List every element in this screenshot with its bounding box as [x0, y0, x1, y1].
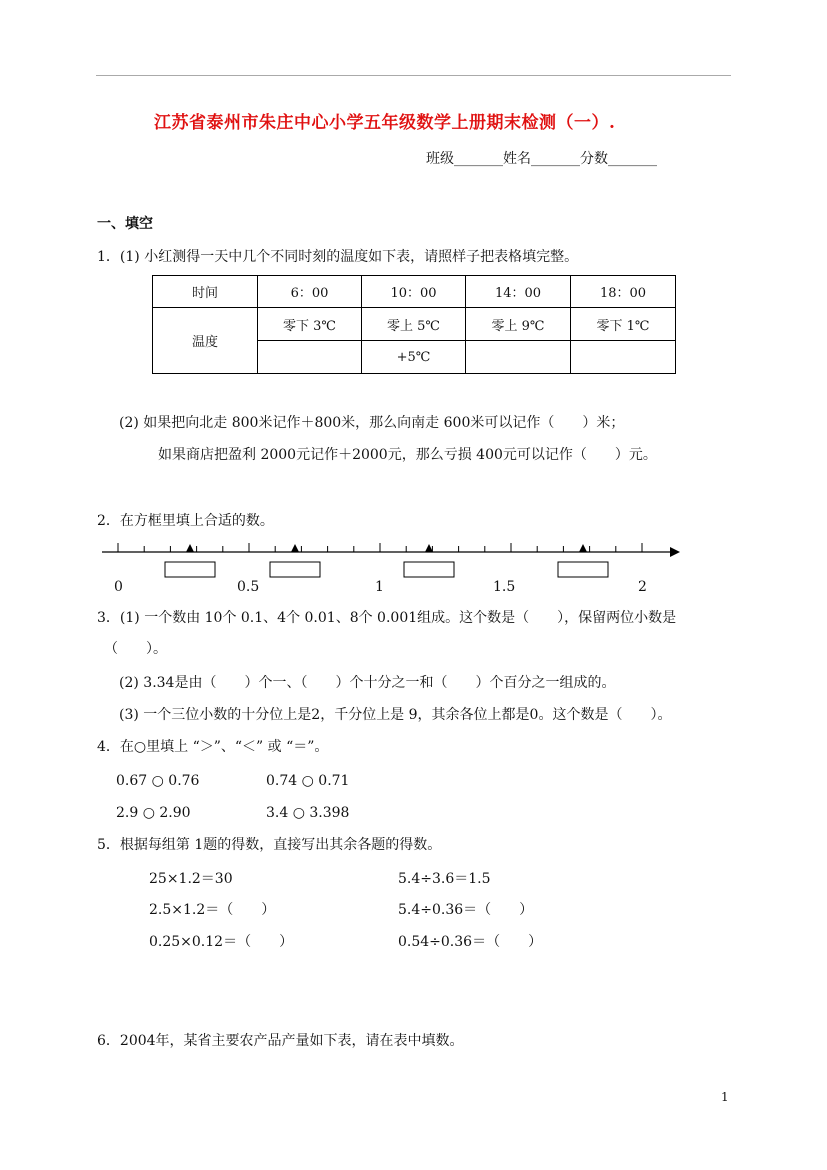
number-line-label: 0 — [114, 579, 123, 595]
temperature-table — [152, 275, 676, 374]
table-time-cell: 10：00 — [362, 276, 466, 308]
question-5-text: 5．根据每组第 1题的得数，直接写出其余各题的得数。 — [97, 837, 442, 853]
table-time-cell: 6：00 — [258, 276, 362, 308]
compare-item: 0.67 ○ 0.76 — [116, 773, 200, 789]
number-line-label: 0.5 — [237, 579, 260, 595]
question-1-part2-line2: 如果商店把盈利 2000元记作＋2000元，那么亏损 400元可以记作（ ）元。 — [158, 447, 657, 463]
table-answer-cell[interactable] — [466, 341, 571, 374]
calc-item: 5.4÷0.36＝（ ） — [398, 902, 534, 918]
question-6-text: 6．2004年，某省主要农产品产量如下表，请在表中填数。 — [97, 1033, 464, 1049]
question-4-text: 4．在○里填上 “＞”、“＜” 或 “＝”。 — [97, 739, 329, 755]
question-3-line3: (2) 3.34是由（ ）个一、（ ）个十分之一和（ ）个百分之一组成的。 — [119, 675, 616, 691]
number-line — [98, 538, 688, 598]
question-3-line4: (3) 一个三位小数的十分位上是2，千分位上是 9，其余各位上都是0。这个数是（ ）。 — [119, 707, 672, 723]
question-2-text: 2．在方框里填上合适的数。 — [97, 513, 274, 529]
calc-item: 25×1.2＝30 — [149, 871, 233, 887]
table-temp-cell: 零下 1℃ — [571, 308, 676, 341]
calc-item: 0.54÷0.36＝（ ） — [398, 934, 543, 950]
header-rule — [96, 75, 731, 76]
number-line-arrow — [670, 547, 680, 557]
page-title: 江苏省泰州市朱庄中心小学五年级数学上册期末检测（一）. — [154, 113, 616, 133]
table-time-cell: 18：00 — [571, 276, 676, 308]
question-3-line1: 3．(1) 一个数由 10个 0.1、4个 0.01、8个 0.001组成。这个数是（ ），保留两位小数是 — [97, 610, 677, 626]
table-answer-cell[interactable]: +5℃ — [362, 341, 466, 374]
position-marker — [291, 544, 299, 552]
page-number: 1 — [721, 1090, 729, 1104]
position-marker — [579, 544, 587, 552]
table-answer-cell[interactable] — [258, 341, 362, 374]
position-marker — [425, 544, 433, 552]
question-1-part2-line1: (2) 如果把向北走 800米记作＋800米，那么向南走 600米可以记作（ ）米； — [119, 415, 625, 431]
calc-item: 2.5×1.2＝（ ） — [149, 902, 276, 918]
position-marker — [186, 544, 194, 552]
table-row-label: 温度 — [153, 308, 258, 374]
answer-box[interactable] — [165, 562, 215, 577]
table-temp-cell: 零上 9℃ — [466, 308, 571, 341]
table-answer-cell[interactable] — [571, 341, 676, 374]
number-line-label: 1 — [375, 579, 384, 595]
table-header-label: 时间 — [153, 276, 258, 308]
question-3-line2: （ ）。 — [104, 641, 167, 657]
section-heading: 一、填空 — [97, 216, 153, 232]
compare-item: 0.74 ○ 0.71 — [266, 773, 350, 789]
compare-item: 2.9 ○ 2.90 — [116, 805, 191, 821]
answer-box[interactable] — [270, 562, 320, 577]
calc-item: 5.4÷3.6＝1.5 — [398, 871, 491, 887]
table-temp-cell: 零下 3℃ — [258, 308, 362, 341]
answer-box[interactable] — [558, 562, 608, 577]
calc-item: 0.25×0.12＝（ ） — [149, 934, 294, 950]
number-line-label: 2 — [638, 579, 647, 595]
question-1-intro: 1．(1) 小红测得一天中几个不同时刻的温度如下表，请照样子把表格填完整。 — [97, 249, 579, 265]
table-temp-cell: 零上 5℃ — [362, 308, 466, 341]
table-time-cell: 14：00 — [466, 276, 571, 308]
student-info-line: 班级_______姓名_______分数_______ — [426, 151, 657, 167]
answer-box[interactable] — [404, 562, 454, 577]
number-line-label: 1.5 — [493, 579, 516, 595]
compare-item: 3.4 ○ 3.398 — [266, 805, 350, 821]
